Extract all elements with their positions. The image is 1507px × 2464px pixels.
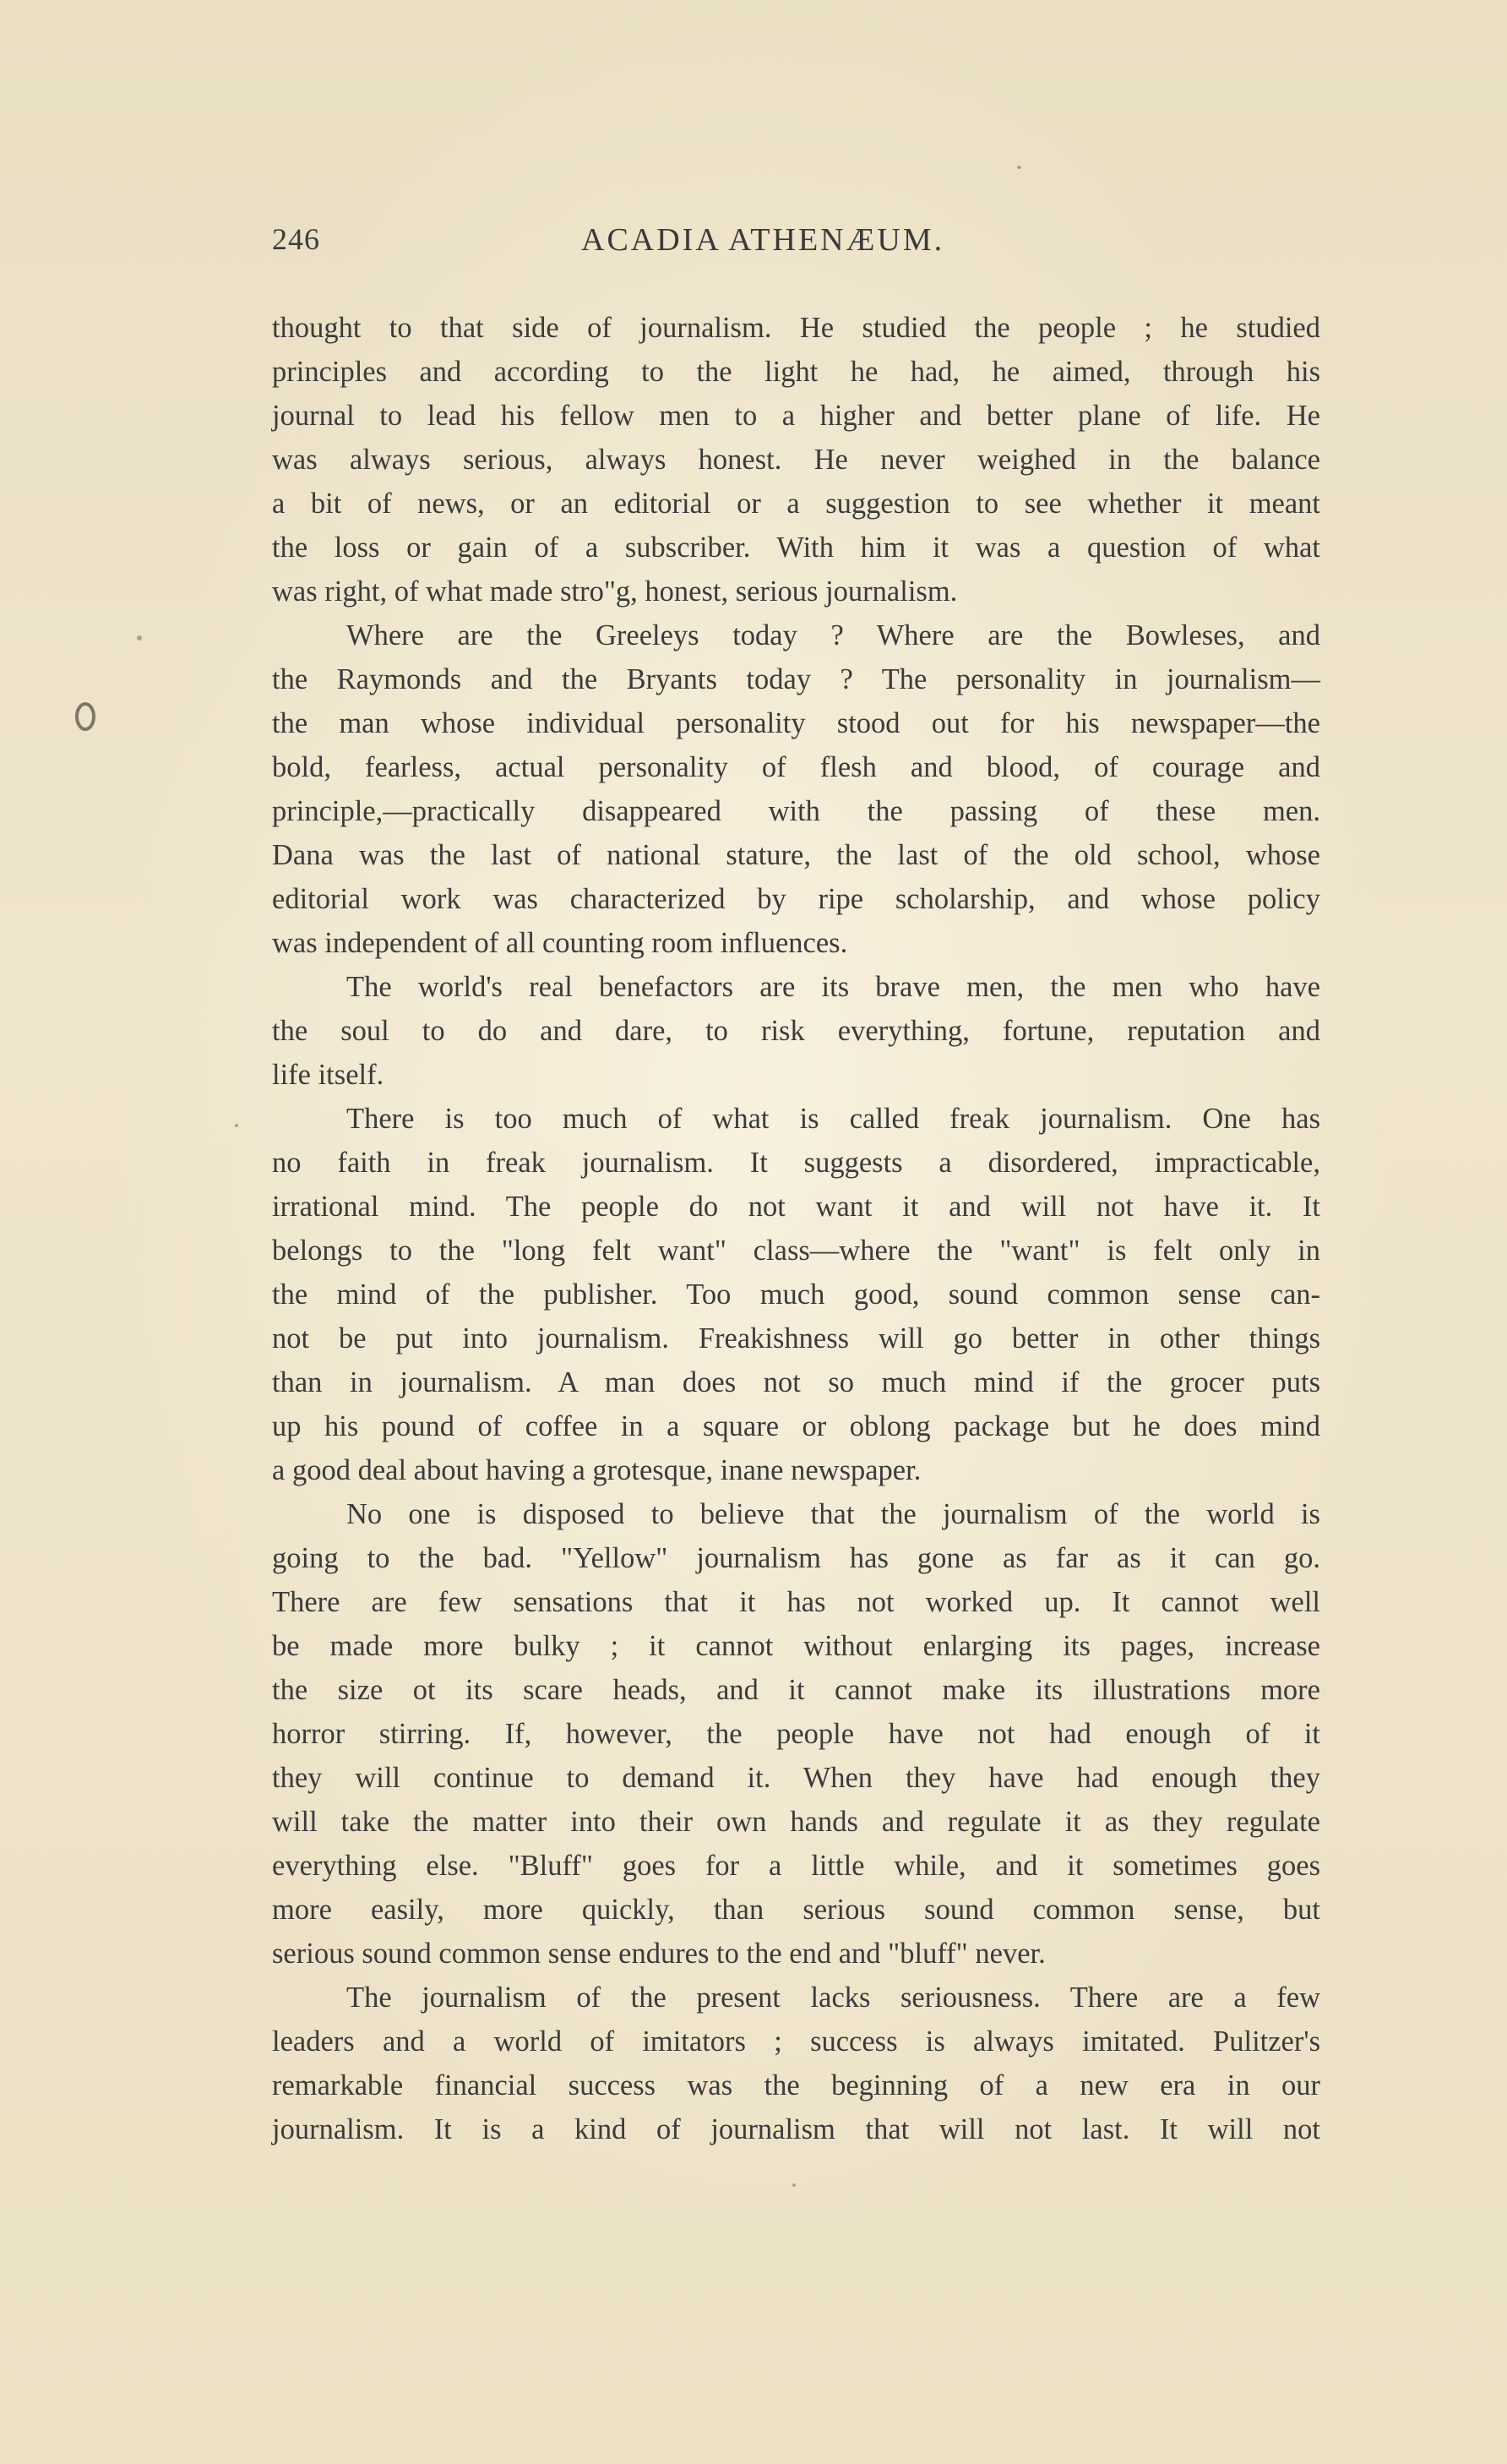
text-line: the loss or gain of a subscriber. With him it was a question of what <box>272 532 1320 564</box>
text-line: The world's real benefactors are its brave men, the men who have <box>346 971 1320 1003</box>
text-line: a good deal about having a grotesque, inane newspaper. <box>272 1454 922 1486</box>
text-line: was right, of what made stro"g, honest, serious journalism. <box>272 575 958 608</box>
text-line: leaders and a world of imitators ; success is always imitated. Pulitzer's <box>272 2025 1320 2058</box>
margin-ring-mark <box>73 698 98 735</box>
text-line: up his pound of coffee in a square or oblong package but he does mind <box>272 1410 1320 1442</box>
margin-speck <box>1017 166 1021 169</box>
text-line: There is too much of what is called freak journalism. One has <box>346 1103 1320 1135</box>
margin-speck <box>137 635 142 641</box>
text-line: the size ot its scare heads, and it cannot make its illustrations more <box>272 1674 1320 1706</box>
margin-speck <box>792 2183 796 2187</box>
text-line: principles and according to the light he had, he aimed, through his <box>272 356 1320 388</box>
text-line: journal to lead his fellow men to a higher and better plane of life. He <box>272 400 1320 432</box>
text-line: a bit of news, or an editorial or a suggestion to see whether it meant <box>272 488 1320 520</box>
text-line: the soul to do and dare, to risk everything, fortune, reputation and <box>272 1015 1320 1047</box>
text-line: There are few sensations that it has not worked up. It cannot well <box>272 1586 1320 1618</box>
text-line: going to the bad. "Yellow" journalism has gone as far as it can go. <box>272 1542 1320 1574</box>
text-line: No one is disposed to believe that the journalism of the world is <box>346 1498 1320 1530</box>
text-line: than in journalism. A man does not so much mind if the grocer puts <box>272 1366 1320 1398</box>
text-line: the Raymonds and the Bryants today ? The personality in journalism— <box>272 663 1320 695</box>
text-line: was independent of all counting room influences. <box>272 927 848 959</box>
text-line: principle,—practically disappeared with the passing of these men. <box>272 795 1320 827</box>
text-line: bold, fearless, actual personality of flesh and blood, of courage and <box>272 751 1320 783</box>
margin-speck <box>235 1124 238 1127</box>
running-head <box>272 221 1319 272</box>
text-line: the mind of the publisher. Too much good, sound common sense can- <box>272 1278 1320 1311</box>
text-line: belongs to the "long felt want" class—where the "want" is felt only in <box>272 1235 1320 1267</box>
text-line: irrational mind. The people do not want it and will not have it. It <box>272 1191 1320 1223</box>
text-line: Dana was the last of national stature, the last of the old school, whose <box>272 839 1320 871</box>
text-line: the man whose individual personality stood out for his newspaper—the <box>272 707 1320 739</box>
text-line: thought to that side of journalism. He studied the people ; he studied <box>272 312 1320 344</box>
page-number: 246 <box>272 222 320 256</box>
text-line: be made more bulky ; it cannot without enlarging its pages, increase <box>272 1630 1320 1662</box>
text-line: no faith in freak journalism. It suggests a disordered, impracticable, <box>272 1147 1320 1179</box>
text-line: was always serious, always honest. He never weighed in the balance <box>272 444 1320 476</box>
text-line: Where are the Greeleys today ? Where are the Bowleses, and <box>346 619 1320 651</box>
text-line: not be put into journalism. Freakishness will go better in other things <box>272 1322 1320 1355</box>
text-line: remarkable financial success was the beginning of a new era in our <box>272 2069 1320 2101</box>
text-line: editorial work was characterized by ripe scholarship, and whose policy <box>272 883 1320 915</box>
text-line: more easily, more quickly, than serious sound common sense, but <box>272 1894 1320 1926</box>
text-line: serious sound common sense endures to the end and "bluff" never. <box>272 1938 1046 1970</box>
journal-title: ACADIA ATHENÆUM. <box>581 222 945 258</box>
text-line: everything else. "Bluff" goes for a little while, and it sometimes goes <box>272 1850 1320 1882</box>
text-line: will take the matter into their own hands and regulate it as they regulate <box>272 1806 1320 1838</box>
article-body <box>272 306 1320 2151</box>
text-line: they will continue to demand it. When they have had enough they <box>272 1762 1320 1794</box>
text-line: journalism. It is a kind of journalism that will not last. It will not <box>272 2113 1320 2145</box>
text-line: The journalism of the present lacks seriousness. There are a few <box>346 1982 1320 2014</box>
text-line: life itself. <box>272 1059 384 1091</box>
text-line: horror stirring. If, however, the people have not had enough of it <box>272 1718 1320 1750</box>
